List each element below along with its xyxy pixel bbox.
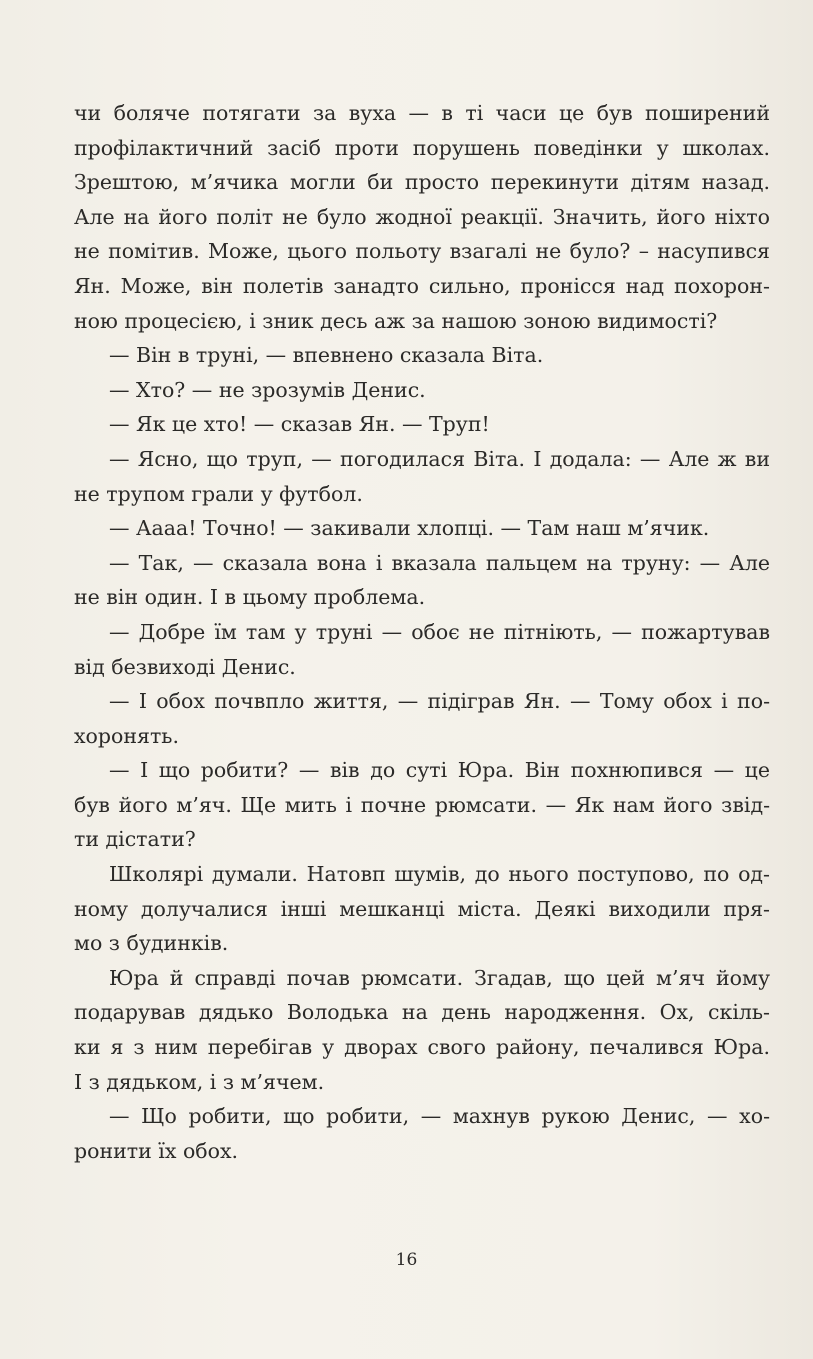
- text-line: — Що робити, що робити, — махнув рукою Денис, — хо-: [109, 1104, 770, 1129]
- page-number: 16: [395, 1250, 418, 1270]
- text-line: був його м’яч. Ще мить і почне рюмсати. — Як нам його звід-: [74, 792, 770, 817]
- text-line: — Він в труні, — впевнено сказала Віта.: [109, 343, 544, 368]
- text-line: Але на його політ не було жодної реакції. Значить, його ніхто: [74, 204, 770, 229]
- text-line: Школярі думали. Натовп шумів, до нього поступово, по од-: [109, 862, 770, 887]
- text-line: ному долучалися інші мешканці міста. Деякі виходили пря-: [74, 896, 770, 921]
- text-line: від безвиході Денис.: [74, 654, 296, 679]
- text-line: ною процесією, і зник десь аж за нашою зоною видимості?: [74, 308, 718, 333]
- text-line: хоронять.: [74, 723, 179, 748]
- text-line: подарував дядько Володька на день народження. Ох, скіль-: [74, 1000, 770, 1025]
- text-line: І з дядьком, і з м’ячем.: [74, 1069, 325, 1094]
- text-line: не він один. І в цьому проблема.: [74, 585, 426, 610]
- text-line: — Так, — сказала вона і вказала пальцем на труну: — Але: [109, 550, 770, 575]
- text-line: чи боляче потягати за вуха — в ті часи це був поширений: [74, 101, 770, 125]
- text-line: ки я з ним перебігав у дворах свого району, печалився Юра.: [74, 1035, 770, 1060]
- text-line: — І що робити? — вів до суті Юра. Він похнюпився — це: [109, 758, 770, 783]
- text-line: — Як це хто! — сказав Ян. — Труп!: [109, 412, 490, 437]
- body-text: [74, 96, 770, 1168]
- text-line: Зрештою, м’ячика могли би просто перекинути дітям назад.: [74, 170, 770, 195]
- text-line: Ян. Може, він полетів занадто сильно, пронісся над похорон-: [74, 273, 770, 298]
- text-line: ти дістати?: [74, 827, 196, 852]
- text-line: профілактичний засіб проти порушень поведінки у школах.: [74, 135, 770, 160]
- text-line: Юра й справді почав рюмсати. Згадав, що цей м’яч йому: [109, 965, 770, 990]
- text-line: — Добре їм там у труні — обоє не пітніють, — пожартував: [109, 619, 770, 644]
- text-line: — Хто? — не зрозумів Денис.: [109, 377, 426, 402]
- text-line: — Ясно, що труп, — погодилася Віта. І додала: — Але ж ви: [109, 446, 770, 471]
- text-line: мо з будинків.: [74, 931, 229, 956]
- text-line: ронити їх обох.: [74, 1138, 239, 1163]
- text-line: — Аааа! Точно! — закивали хлопці. — Там наш м’ячик.: [109, 516, 710, 541]
- text-line: — І обох почвпло життя, — підіграв Ян. — Тому обох і по-: [109, 689, 770, 714]
- text-line: не трупом грали у футбол.: [74, 481, 363, 506]
- text-line: не помітив. Може, цього польоту взагалі не було? – насупився: [74, 239, 770, 264]
